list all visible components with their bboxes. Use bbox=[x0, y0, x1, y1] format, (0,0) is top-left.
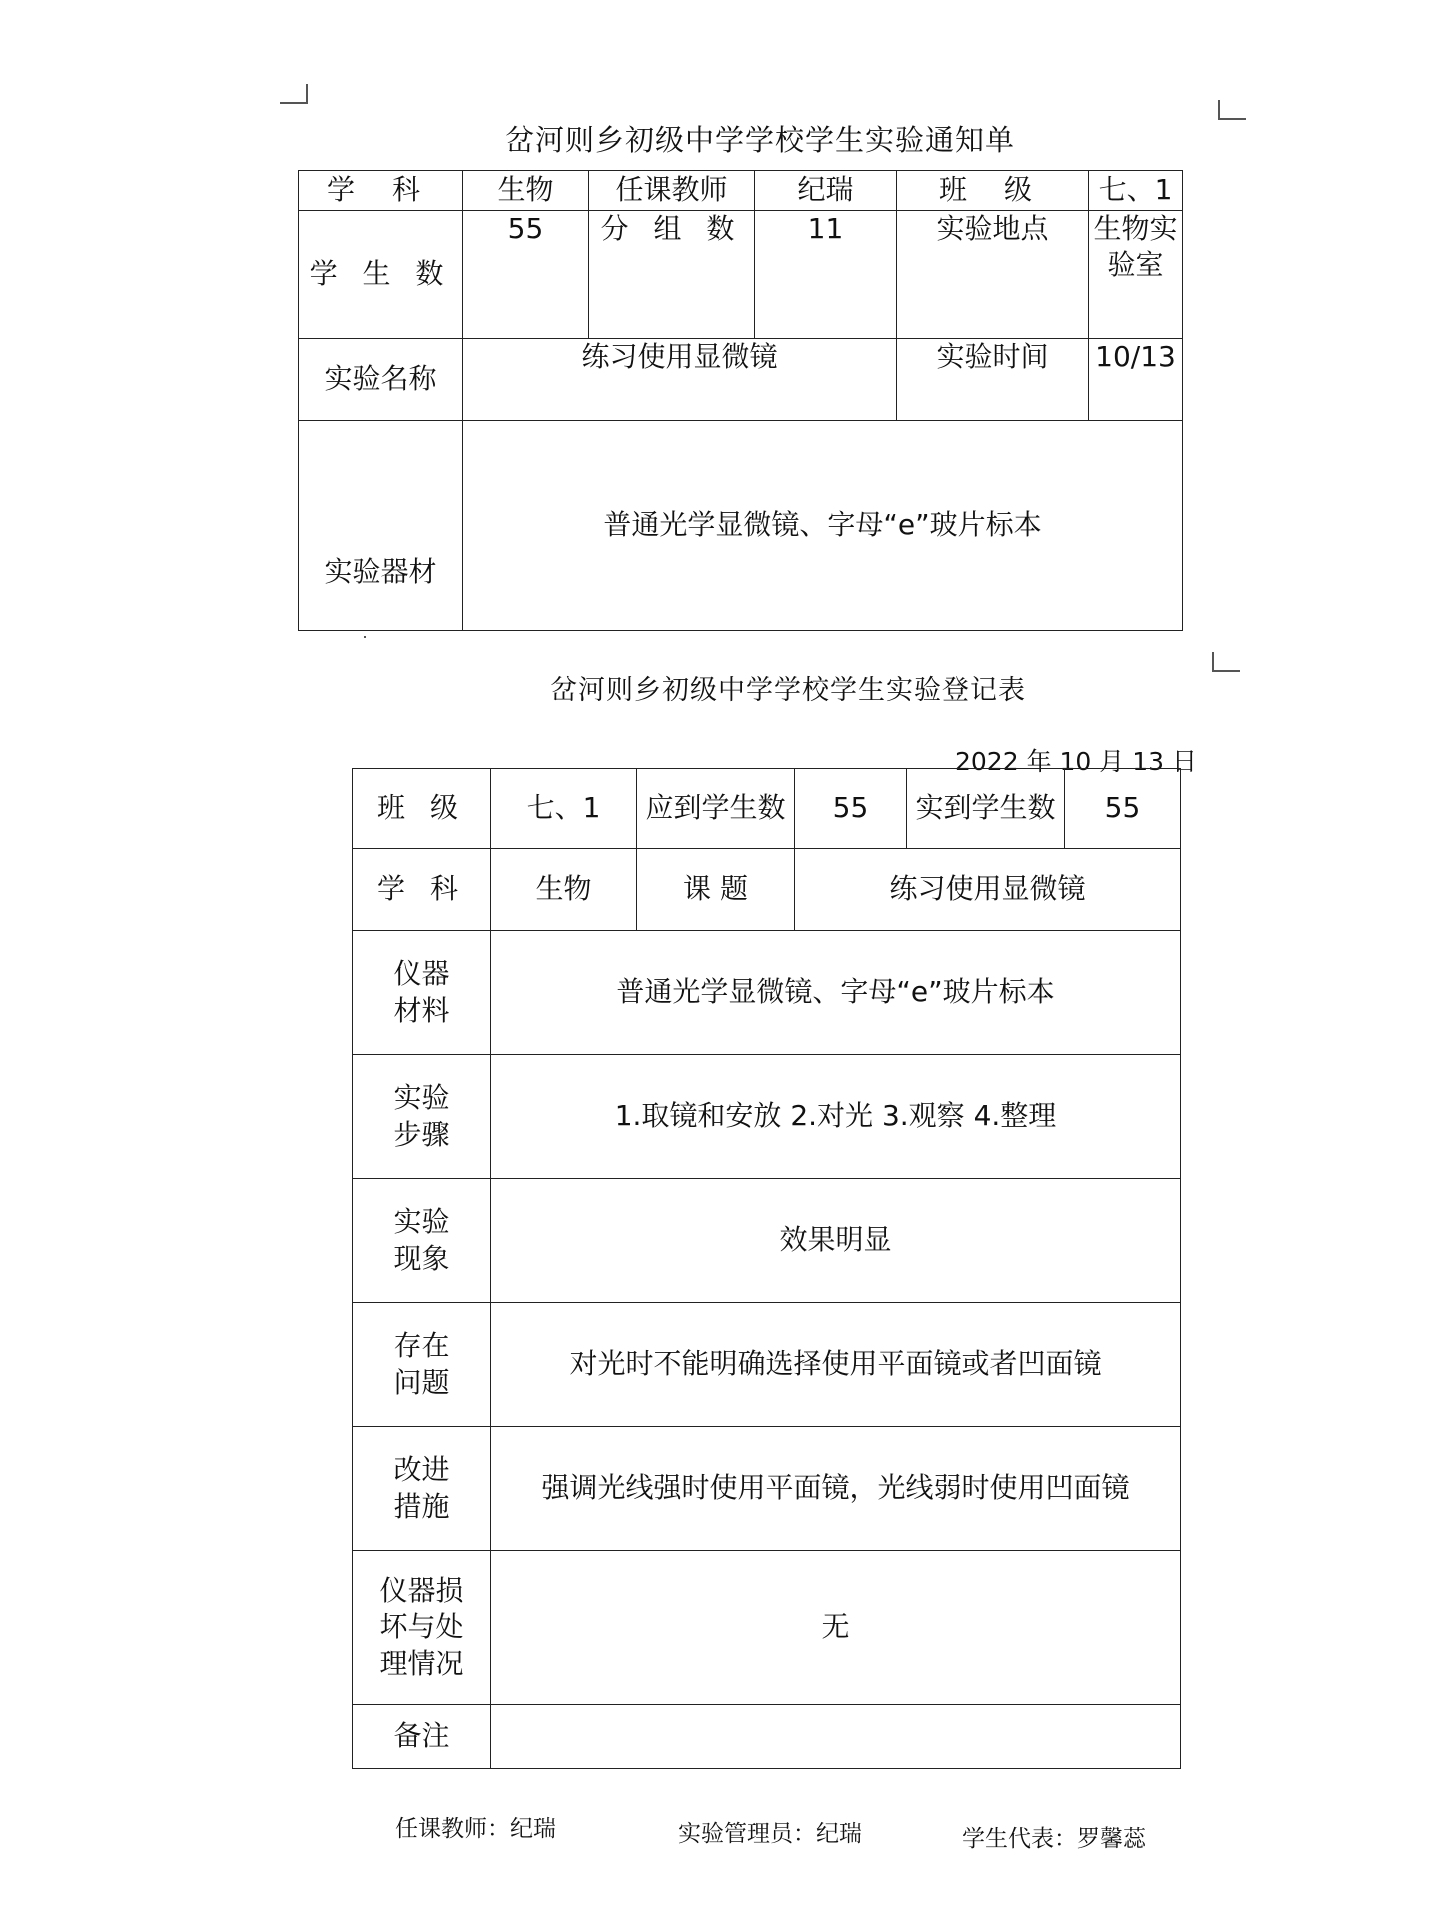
damage-value: 无 bbox=[491, 1551, 1181, 1705]
problems-label-line-1: 存在 bbox=[393, 1329, 450, 1363]
groups-value: 11 bbox=[755, 211, 897, 339]
class-value: 七、1 bbox=[1089, 171, 1183, 211]
instruments-label-line-1: 仪器 bbox=[393, 957, 450, 991]
improve-label-line-1: 改进 bbox=[393, 1453, 450, 1487]
notice-table bbox=[298, 170, 1183, 631]
damage-label-line-1: 仪器损 bbox=[379, 1573, 464, 1607]
topic-label: 课 题 bbox=[637, 849, 795, 931]
subject-label: 学 科 bbox=[299, 171, 463, 211]
steps-label bbox=[353, 1055, 491, 1179]
notice-title: 岔河则乡初级中学学校学生实验通知单 bbox=[505, 123, 1016, 157]
teacher-value: 纪瑞 bbox=[755, 171, 897, 211]
instruments-label bbox=[353, 931, 491, 1055]
reg-class-value: 七、1 bbox=[491, 769, 637, 849]
damage-label bbox=[353, 1551, 491, 1705]
actual-value: 55 bbox=[1065, 769, 1181, 849]
remarks-value bbox=[491, 1705, 1181, 1769]
subject-value: 生物 bbox=[463, 171, 589, 211]
instruments-value: 普通光学显微镜、字母“e”玻片标本 bbox=[491, 931, 1181, 1055]
expected-value: 55 bbox=[795, 769, 907, 849]
register-table bbox=[352, 768, 1181, 1769]
actual-label: 实到学生数 bbox=[907, 769, 1065, 849]
reg-class-label: 班 级 bbox=[353, 769, 491, 849]
remarks-label: 备注 bbox=[353, 1705, 491, 1769]
phenomenon-label-line-2: 现象 bbox=[393, 1241, 450, 1275]
teacher-label: 任课教师 bbox=[589, 171, 755, 211]
reg-subject-label: 学 科 bbox=[353, 849, 491, 931]
location-label: 实验地点 bbox=[897, 211, 1089, 339]
damage-label-line-2: 坏与处 bbox=[379, 1610, 464, 1644]
steps-value: 1.取镜和安放 2.对光 3.观察 4.整理 bbox=[491, 1055, 1181, 1179]
students-label: 学 生 数 bbox=[299, 211, 463, 339]
corner-mark-top-right bbox=[1218, 100, 1246, 120]
topic-value: 练习使用显微镜 bbox=[795, 849, 1181, 931]
phenomenon-label-line-1: 实验 bbox=[393, 1205, 450, 1239]
reg-subject-value: 生物 bbox=[491, 849, 637, 931]
corner-mark-mid-right bbox=[1212, 652, 1240, 672]
exp-time-label: 实验时间 bbox=[897, 339, 1089, 421]
problems-label bbox=[353, 1303, 491, 1427]
equipment-value: 普通光学显微镜、字母“e”玻片标本 bbox=[463, 421, 1183, 631]
equipment-label: 实验器材 bbox=[299, 421, 463, 631]
signature-admin: 实验管理员：纪瑞 bbox=[678, 1821, 862, 1847]
phenomenon-value: 效果明显 bbox=[491, 1179, 1181, 1303]
location-value: 生物实验室 bbox=[1089, 211, 1183, 339]
students-value: 55 bbox=[463, 211, 589, 339]
phenomenon-label bbox=[353, 1179, 491, 1303]
exp-name-label: 实验名称 bbox=[299, 339, 463, 421]
signature-student-rep: 学生代表：罗馨蕊 bbox=[962, 1826, 1146, 1852]
instruments-label-line-2: 材料 bbox=[393, 993, 450, 1027]
exp-time-value: 10/13 bbox=[1089, 339, 1183, 421]
problems-value: 对光时不能明确选择使用平面镜或者凹面镜 bbox=[491, 1303, 1181, 1427]
damage-label-line-3: 理情况 bbox=[379, 1646, 464, 1680]
register-title: 岔河则乡初级中学学校学生实验登记表 bbox=[550, 675, 1026, 706]
improve-label-line-2: 措施 bbox=[393, 1489, 450, 1523]
improve-value: 强调光线强时使用平面镜，光线弱时使用凹面镜 bbox=[491, 1427, 1181, 1551]
improve-label bbox=[353, 1427, 491, 1551]
corner-mark-top-left bbox=[280, 84, 308, 104]
steps-label-line-1: 实验 bbox=[393, 1081, 450, 1115]
class-label: 班 级 bbox=[897, 171, 1089, 211]
exp-name-value: 练习使用显微镜 bbox=[463, 339, 897, 421]
register-date: 2022 年 10 月 13 日 bbox=[955, 747, 1197, 776]
expected-label: 应到学生数 bbox=[637, 769, 795, 849]
problems-label-line-2: 问题 bbox=[393, 1365, 450, 1399]
sheet-cut bbox=[280, 638, 1200, 658]
steps-label-line-2: 步骤 bbox=[393, 1117, 450, 1151]
groups-label: 分 组 数 bbox=[589, 211, 755, 339]
signature-teacher: 任课教师：纪瑞 bbox=[395, 1816, 556, 1842]
